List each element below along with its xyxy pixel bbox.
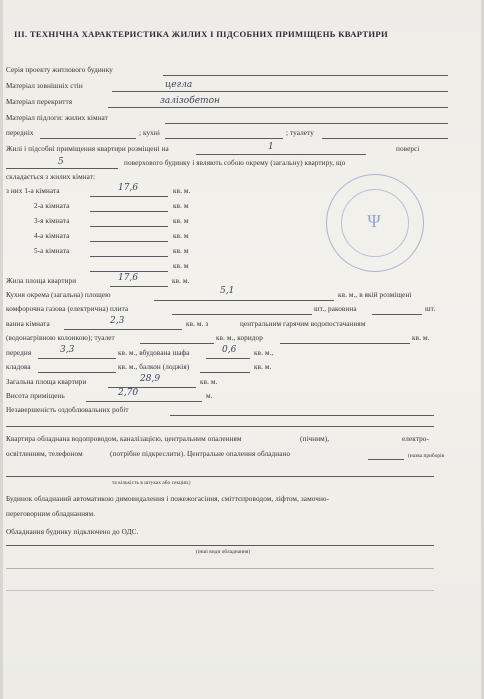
trident-icon: Ψ xyxy=(367,211,381,231)
room-extra-line xyxy=(90,271,168,272)
unfinished-works-line xyxy=(170,415,434,416)
central-heating-label: (потрібне підкреслити). Центральне опалення обладнано xyxy=(110,450,291,458)
ceiling-height-line xyxy=(86,401,202,402)
sink-line xyxy=(372,314,422,315)
wardrobe-value: 0,6 xyxy=(222,345,237,355)
living-area-unit: кв. м. xyxy=(172,277,190,285)
bathroom-unit: кв. м. з xyxy=(186,320,209,328)
bathroom-label: ванна кімната xyxy=(6,320,50,328)
hot-water-label: центральним гарячим водопостачанням xyxy=(240,320,366,328)
project-series-line xyxy=(163,75,448,76)
corridor-label: кв. м., коридор xyxy=(216,334,263,342)
stove-label: комфорочна газова (електрична) плита xyxy=(6,305,129,313)
rooms-intro-label: складається з жилих кімнат: xyxy=(6,173,96,181)
blank-line-2 xyxy=(6,590,434,591)
wardrobe-unit: кв. м., xyxy=(254,349,274,357)
quantity-hint: та кількість в штуках або секціях) xyxy=(112,480,191,486)
room-4-label: 4-а кімната xyxy=(34,232,70,240)
official-stamp xyxy=(326,174,424,272)
wall-material-line xyxy=(112,91,448,92)
building-floors-value: 5 xyxy=(58,157,64,167)
room-4-unit: кв. м xyxy=(173,232,189,240)
room-1-line xyxy=(90,196,168,197)
ceiling-material-label: Матеріал перекриття xyxy=(6,98,73,106)
toilet-label: (водонагрівною колонкою); туалет xyxy=(6,334,115,342)
ceiling-material-line xyxy=(108,107,448,108)
kitchen-floor-label: ; кухні xyxy=(139,129,160,137)
toilet-line xyxy=(140,343,214,344)
stove-line xyxy=(172,314,312,315)
toilet-floor-label: ; туалету xyxy=(286,129,314,137)
floor-material-label: Матеріал підлоги: жилих кімнат xyxy=(6,114,108,122)
ceiling-material-value: залізобетон xyxy=(160,96,220,106)
room-extra-unit: кв. м xyxy=(173,262,189,270)
balcony-unit: кв. м. xyxy=(254,363,272,371)
living-area-line xyxy=(110,286,168,287)
entry-value: 3,3 xyxy=(60,345,75,355)
heating-devices-line xyxy=(368,459,404,460)
kitchen-area-suffix: кв. м., в якій розміщені xyxy=(338,291,412,299)
storage-label: кладова xyxy=(6,363,31,371)
section-heading: III. ТЕХНІЧНА ХАРАКТЕРИСТИКА ЖИЛИХ І ПІДСОБНИХ ПРИМІЩЕНЬ КВАРТИРИ xyxy=(14,29,388,39)
ceiling-height-label: Висота приміщень xyxy=(6,392,65,400)
kitchen-area-line xyxy=(154,300,334,301)
total-area-value: 28,9 xyxy=(140,374,161,384)
unfinished-works-line-2 xyxy=(6,426,434,427)
hallway-label: передніх xyxy=(6,129,34,137)
total-area-unit: кв. м. xyxy=(200,378,218,386)
room-5-line xyxy=(90,256,168,257)
stove-heating-label: (пічним), xyxy=(300,435,330,443)
wardrobe-line xyxy=(206,358,250,359)
kitchen-area-label: Кухня окрема (загальна) площею xyxy=(6,291,111,299)
sink-unit: шт. xyxy=(425,305,436,313)
page-edge-left xyxy=(0,0,3,699)
blank-line-1 xyxy=(6,568,434,569)
corridor-line xyxy=(280,343,410,344)
toilet-floor-line xyxy=(322,138,448,139)
ceiling-height-unit: м. xyxy=(206,392,213,400)
room-1-value: 17,6 xyxy=(118,183,139,193)
bathroom-line xyxy=(64,329,182,330)
total-area-label: Загальна площа квартири xyxy=(6,378,87,386)
utilities-label: Квартира обладнана водопроводом, каналізацією, центральним опаленням xyxy=(6,435,242,443)
entry-label: передня xyxy=(6,349,32,357)
room-2-unit: кв. м xyxy=(173,202,189,210)
building-equipment-label: Будинок обладнаний автоматикою димовидалення і пожежогасіння, сміттєпроводом, ліфтом, замочно- xyxy=(6,495,330,503)
storage-line xyxy=(38,372,116,373)
other-equipment-hint: (інші види обладнання) xyxy=(196,549,251,555)
floor-number-value: 1 xyxy=(268,142,274,152)
building-floors-line xyxy=(6,168,118,169)
room-4-line xyxy=(90,241,168,242)
room-3-line xyxy=(90,226,168,227)
ceiling-height-value: 2,70 xyxy=(118,388,139,398)
corridor-unit: кв. м. xyxy=(412,334,430,342)
unfinished-works-label: Незавершеність оздоблювальних робіт xyxy=(6,406,129,414)
room-5-label: 5-а кімната xyxy=(34,247,70,255)
wall-material-value: цегла xyxy=(165,80,193,90)
apartment-type-label: поверхового будинку і являють собою окрему (загальну) квартиру, що xyxy=(124,159,346,167)
electric-label: електро- xyxy=(402,435,429,443)
intercom-label: переговорним обладнанням. xyxy=(6,510,96,518)
balcony-line xyxy=(200,372,250,373)
room-1-unit: кв. м. xyxy=(173,187,191,195)
living-area-label: Жила площа квартири xyxy=(6,277,77,285)
floor-location-label: Жилі і підсобні приміщення квартири розміщені на xyxy=(6,145,169,153)
ods-connection-label: Обладнання будинку підключено до ОДС. xyxy=(6,528,139,536)
room-3-unit: кв. м xyxy=(173,217,189,225)
bathroom-value: 2,3 xyxy=(110,316,125,326)
heating-devices-hint: (назва приборів xyxy=(408,453,445,459)
room-2-label: 2-а кімната xyxy=(34,202,70,210)
room-3-label: 3-я кімната xyxy=(34,217,70,225)
wall-material-label: Матеріал зовнішніх стін xyxy=(6,82,83,90)
kitchen-area-value: 5,1 xyxy=(220,286,235,296)
floor-suffix-label: поверсі xyxy=(396,145,420,153)
room-2-line xyxy=(90,211,168,212)
living-area-value: 17,6 xyxy=(118,273,139,283)
kitchen-floor-line xyxy=(165,138,283,139)
floor-material-line xyxy=(165,123,448,124)
sink-label: шт., раковина xyxy=(314,305,357,313)
lighting-phone-label: освітленням, телефоном xyxy=(6,450,83,458)
room-1-label: з них 1-а кімната xyxy=(6,187,60,195)
project-series-label: Серія проекту житлового будинку xyxy=(6,66,113,74)
wardrobe-label: кв. м., вбудована шафа xyxy=(118,349,190,357)
balcony-label: кв. м., балкон (лоджія) xyxy=(118,363,190,371)
floor-number-line xyxy=(196,154,366,155)
hallway-line xyxy=(40,138,136,139)
heating-detail-line xyxy=(6,476,434,477)
other-equipment-line xyxy=(6,545,434,546)
entry-line xyxy=(38,358,116,359)
room-5-unit: кв. м xyxy=(173,247,189,255)
